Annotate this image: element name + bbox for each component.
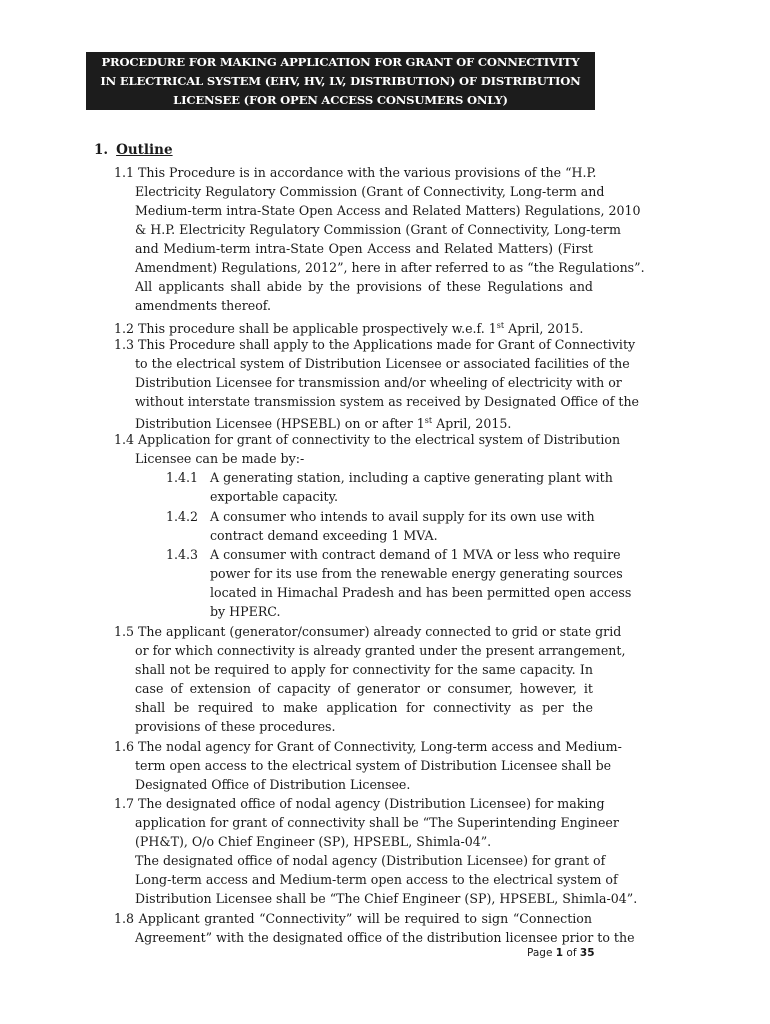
body-line: 1.4 Application for grant of connectivity to the electrical system of Distribution <box>114 432 621 447</box>
section-title: Outline <box>116 142 173 158</box>
page-footer <box>527 947 593 959</box>
body-line: 1.8 Applicant granted “Connectivity” will be required to sign “Connection <box>114 911 592 926</box>
body-line: contract demand exceeding 1 MVA. <box>210 528 438 543</box>
body-line: The designated office of nodal agency (Distribution Licensee) for grant of <box>135 853 606 868</box>
body-line: application for grant of connectivity shall be “The Superintending Engineer <box>135 815 619 830</box>
body-line: Designated Office of Distribution Licensee. <box>135 777 411 792</box>
title-line-3: LICENSEE (FOR OPEN ACCESS CONSUMERS ONLY) <box>173 93 508 107</box>
body-line: Licensee can be made by:- <box>135 451 305 466</box>
body-line: A consumer who intends to avail supply for its own use with <box>210 509 595 524</box>
body-line: Electricity Regulatory Commission (Grant of Connectivity, Long-term and <box>135 184 605 199</box>
body-line: to the electrical system of Distribution Licensee or associated facilities of the <box>135 356 630 371</box>
body-line: term open access to the electrical system of Distribution Licensee shall be <box>135 758 612 773</box>
body-line: Distribution Licensee for transmission and/or wheeling of electricity with or <box>135 375 622 390</box>
body-line: (PH&T), O/o Chief Engineer (SP), HPSEBL, Shimla-04”. <box>135 834 492 849</box>
body-line: Distribution Licensee shall be “The Chief Engineer (SP), HPSEBL, Shimla-04”. <box>135 891 638 906</box>
body-line: Medium-term intra-State Open Access and Related Matters) Regulations, 2010 <box>135 203 641 218</box>
body-line: 1.1 This Procedure is in accordance with the various provisions of the “H.P. <box>114 165 597 180</box>
sub-item-number: 1.4.1 <box>166 470 199 485</box>
footer-total-pages: 35 <box>579 947 595 959</box>
body-line: All applicants shall abide by the provisions of these Regulations and <box>135 279 593 294</box>
body-line: 1.2 This procedure shall be applicable prospectively w.e.f. 1st April, 2015. <box>114 321 584 337</box>
section-heading <box>94 142 173 158</box>
body-line: Amendment) Regulations, 2012”, here in after referred to as “the Regulations”. <box>135 260 645 275</box>
body-line: Agreement” with the designated office of the distribution licensee prior to the <box>135 930 635 945</box>
body-line: located in Himachal Pradesh and has been permitted open access <box>210 585 632 600</box>
body-line: A consumer with contract demand of 1 MVA or less who require <box>210 547 621 562</box>
body-line: and Medium-term intra-State Open Access and Related Matters) (First <box>135 241 593 256</box>
body-line: shall not be required to apply for connectivity for the same capacity. In <box>135 662 593 677</box>
sub-item-number: 1.4.2 <box>166 509 199 524</box>
body-line: 1.3 This Procedure shall apply to the Applications made for Grant of Connectivity <box>114 337 636 352</box>
body-line: case of extension of capacity of generator or consumer, however, it <box>135 681 593 696</box>
title-line-2: IN ELECTRICAL SYSTEM (EHV, HV, LV, DISTRIBUTION) OF DISTRIBUTION <box>100 74 581 88</box>
body-line: provisions of these procedures. <box>135 719 336 734</box>
body-line: or for which connectivity is already granted under the present arrangement, <box>135 643 626 658</box>
body-line: by HPERC. <box>210 604 281 619</box>
title-line-1: PROCEDURE FOR MAKING APPLICATION FOR GRANT OF CONNECTIVITY <box>101 55 580 69</box>
section-number: 1. <box>94 142 109 158</box>
footer-page-word: Page <box>527 947 553 959</box>
footer-of-word: of <box>566 947 577 959</box>
body-line: Distribution Licensee (HPSEBL) on or after 1st April, 2015. <box>135 416 512 432</box>
body-line: exportable capacity. <box>210 489 339 504</box>
document-title-box <box>86 52 595 110</box>
sub-item-number: 1.4.3 <box>166 547 199 562</box>
body-line: 1.6 The nodal agency for Grant of Connectivity, Long-term access and Medium- <box>114 739 622 754</box>
body-line: 1.5 The applicant (generator/consumer) already connected to grid or state grid <box>114 624 622 639</box>
body-line: amendments thereof. <box>135 298 272 313</box>
body-line: shall be required to make application for connectivity as per the <box>135 700 593 715</box>
body-line: Long-term access and Medium-term open access to the electrical system of <box>135 872 618 887</box>
body-line: & H.P. Electricity Regulatory Commission (Grant of Connectivity, Long-term <box>135 222 621 237</box>
body-line: power for its use from the renewable energy generating sources <box>210 566 623 581</box>
footer-page-number: 1 <box>555 947 564 959</box>
body-line: 1.7 The designated office of nodal agency (Distribution Licensee) for making <box>114 796 605 811</box>
body-line: without interstate transmission system as received by Designated Office of the <box>135 394 640 409</box>
body-line: A generating station, including a captive generating plant with <box>210 470 613 485</box>
